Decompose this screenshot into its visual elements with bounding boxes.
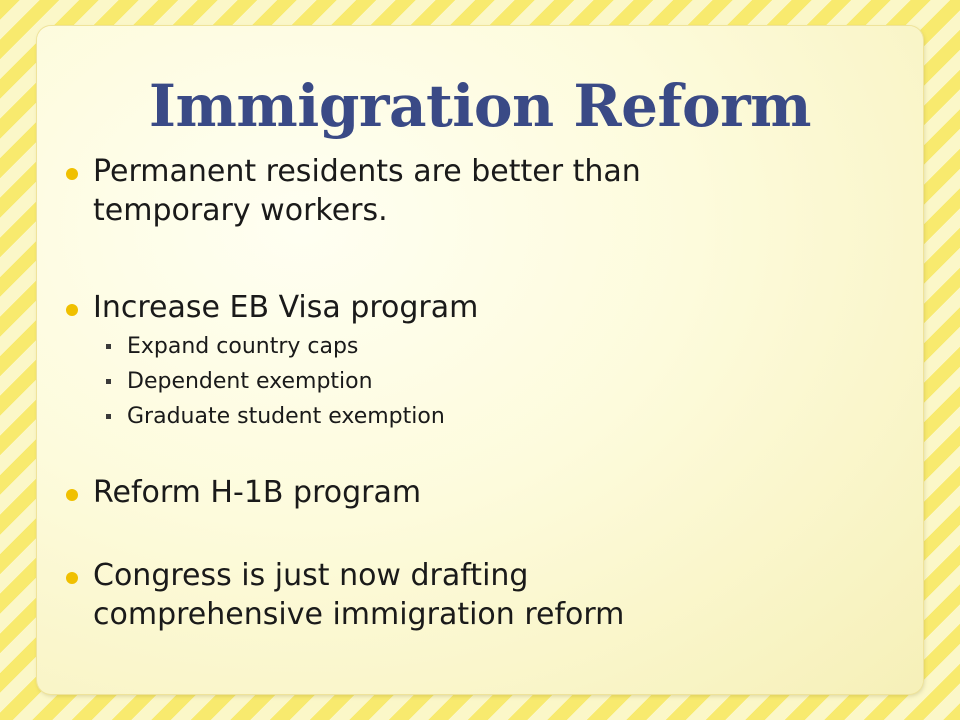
slide-title: Immigration Reform (148, 72, 812, 140)
sub-item-graduate-exemption: Graduate student exemption (127, 404, 445, 429)
bullet-line: Congress is just now drafting (93, 558, 529, 593)
bullet-line: temporary workers. (93, 193, 388, 228)
bullet-line: Increase EB Visa program (93, 290, 479, 325)
bullet-increase-eb-visa (93, 288, 853, 327)
bullet-icon (66, 304, 78, 316)
bullet-line: comprehensive immigration reform (93, 597, 625, 632)
sub-bullet-icon (106, 379, 111, 384)
bullet-line: Permanent residents are better than (93, 154, 641, 189)
bullet-reform-h1b (93, 473, 853, 512)
sub-bullet-icon (106, 344, 111, 349)
bullet-icon (66, 489, 78, 501)
sub-item-country-caps: Expand country caps (127, 334, 359, 359)
bullet-congress-drafting (93, 556, 853, 634)
sub-bullet-icon (106, 414, 111, 419)
bullet-line: Reform H-1B program (93, 475, 422, 510)
bullet-icon (66, 168, 78, 180)
bullet-permanent-residents (93, 152, 853, 230)
sub-item-dependent-exemption: Dependent exemption (127, 369, 373, 394)
bullet-icon (66, 572, 78, 584)
